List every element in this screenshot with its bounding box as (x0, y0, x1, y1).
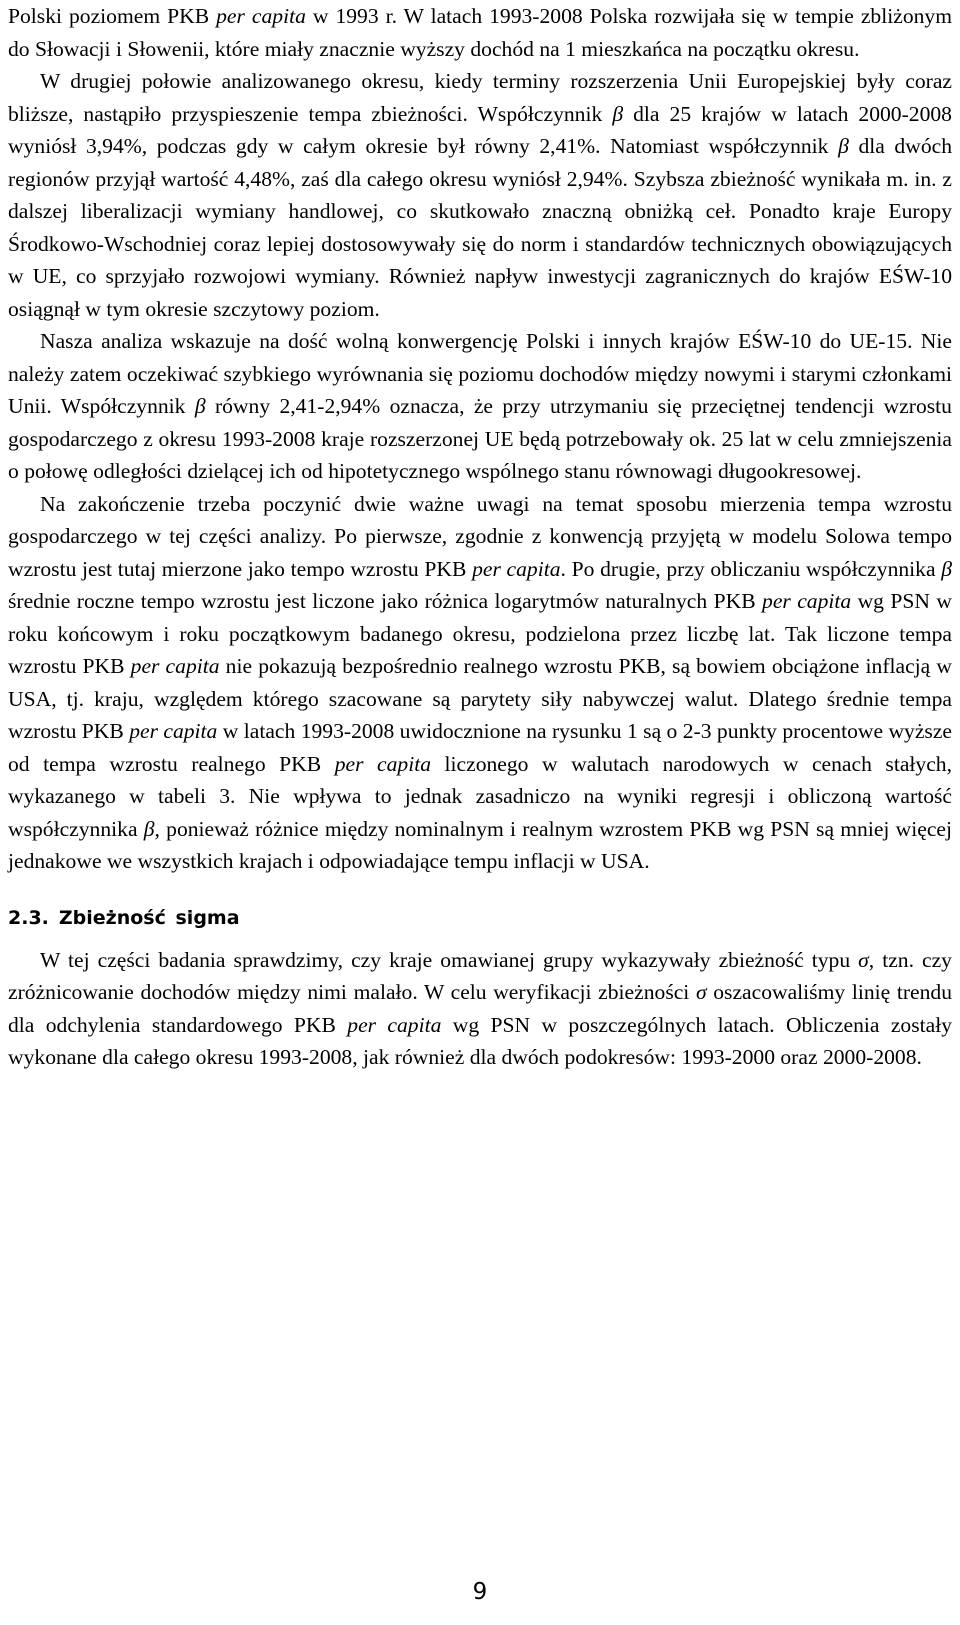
section-title: Zbieżność sigma (58, 906, 240, 929)
text-run: W drugiej połowie analizowanego okresu, kiedy terminy rozszerzenia Unii Europejskiej były coraz bliższe, nastąpiło przyspieszenie tempa zbieżności. Współczynnik (8, 69, 952, 126)
text-run: , ponieważ różnice między nominalnym i realnym wzrostem PKB wg PSN są mniej więcej jednakowe we wszystkich krajach i odpowiadające tempu inflacji w USA. (8, 816, 953, 873)
text-run: W tej części badania sprawdzimy, czy kraje omawianej grupy wykazywały zbieżność typu (40, 947, 859, 972)
text-run: równy 2,41-2,94% oznacza, że przy utrzymaniu się przeciętnej tendencji wzrostu gospodarczego z okresu 1993-2008 kraje rozszerzonej UE będą potrzebowały ok. 25 lat w celu zmniejszenia o połowę odległości dzielącej ich od hipotetycznego wspólnego stanu równowagi długookresowej. (8, 394, 952, 483)
text-run: nie pokazują bezpośrednio realnego wzrostu PKB, są bowiem obciążone inflacją w USA, tj. kraju, względem którego szacowane są parytety siły nabywczej walut. Dlatego średnie tempa wzrostu PKB (8, 654, 952, 743)
text-run: liczonego w walutach narodowych w cenach stałych, wykazanego w tabeli 3. Nie wpływa to jednak zasadniczo na wyniki regresji i obliczoną wartość współczynnika (8, 751, 952, 841)
italic-text-run: β (941, 556, 952, 581)
italic-text-run: per capita (472, 556, 561, 581)
italic-text-run: per capita (762, 589, 852, 613)
italic-text-run: σ (858, 947, 869, 972)
text-run: Nasza analiza wskazuje na dość wolną konwergencję Polski i innych krajów EŚW-10 do UE-15. Nie należy zatem oczekiwać szybkiego wyrównania się poziomu dochodów między nowymi i starymi członkami Unii. Współczynnik (8, 329, 952, 418)
paragraph-conclusion-remarks (8, 488, 952, 878)
text-run: , tzn. czy zróżnicowanie dochodów między nimi malało. W celu weryfikacji zbieżności (8, 947, 952, 1004)
text-run: Polski poziomem PKB (8, 4, 217, 28)
text-run: w latach 1993-2008 uwidocznione na rysunku 1 są o 2-3 punkty procentowe wyższe od tempa wzrostu realnego PKB (8, 719, 952, 776)
document-page (8, 0, 952, 1074)
italic-text-run: β (612, 101, 624, 126)
italic-text-run: per capita (129, 719, 218, 743)
italic-text-run: per capita (347, 1012, 442, 1037)
paragraph-continued (8, 0, 952, 65)
text-run: w 1993 r. W latach 1993-2008 Polska rozwijała się w tempie zbliżonym do Słowacji i Słowenii, które miały znacznie wyższy dochód na 1 mieszkańca na początku okresu. (8, 4, 952, 61)
text-run: Na zakończenie trzeba poczynić dwie ważne uwagi na temat sposobu mierzenia tempa wzrostu gospodarczego w tej części analizy. Po pierwsze, zgodnie z konwencją przyjętą w modelu Solowa tempo wzrostu jest tutaj mierzone jako tempo wzrostu PKB (8, 491, 952, 581)
italic-text-run: per capita (334, 751, 431, 776)
page-number: 9 (472, 1579, 488, 1605)
paragraph-sigma-convergence (8, 944, 952, 1074)
italic-text-run: σ (695, 980, 707, 1004)
italic-text-run: β (838, 134, 849, 158)
italic-text-run: per capita (216, 4, 306, 28)
text-run: . Po drugie, przy obliczaniu współczynnika (560, 556, 942, 581)
text-run: średnie roczne tempo wzrostu jest liczone jako różnica logarytmów naturalnych PKB (8, 589, 763, 613)
text-run: wg PSN w roku końcowym i roku początkowym badanego okresu, podzielona przez liczbę lat. Tak liczone tempa wzrostu PKB (8, 589, 952, 678)
section-number: 2.3. (8, 906, 49, 929)
text-run: dla dwóch regionów przyjął wartość 4,48%, zaś dla całego okresu wyniósł 2,94%. Szybsza zbieżność wynikała m. in. z dalszej liberalizacji wymiany handlowej, co skutkowało znaczną obniżką ceł. Ponadto kraje Europy Środkowo-Wschodniej coraz lepiej dostosowywały się do norm i standardów technicznych obowiązujących w UE, co sprzyjało rozwojowi wymiany. Również napływ inwestycji zagranicznych do krajów EŚW-10 osiągnął w tym okresie szczytowy poziom. (8, 134, 952, 321)
text-run: oszacowaliśmy linię trendu dla odchylenia standardowego PKB (8, 980, 953, 1037)
text-run: dla 25 krajów w latach 2000-2008 wyniósł 3,94%, podczas gdy w całym okresie był równy 2,41%. Natomiast współczynnik (8, 101, 952, 158)
paragraph-second-half-period (8, 65, 952, 325)
italic-text-run: β (194, 394, 206, 418)
paragraph-convergence-analysis (8, 325, 952, 488)
italic-text-run: per capita (130, 654, 220, 678)
text-run: wg PSN w poszczególnych latach. Obliczenia zostały wykonane dla całego okresu 1993-2008, jak również dla dwóch podokresów: 1993-2000 oraz 2000-2008. (8, 1012, 952, 1069)
italic-text-run: β (143, 816, 155, 841)
section-heading (8, 902, 952, 934)
